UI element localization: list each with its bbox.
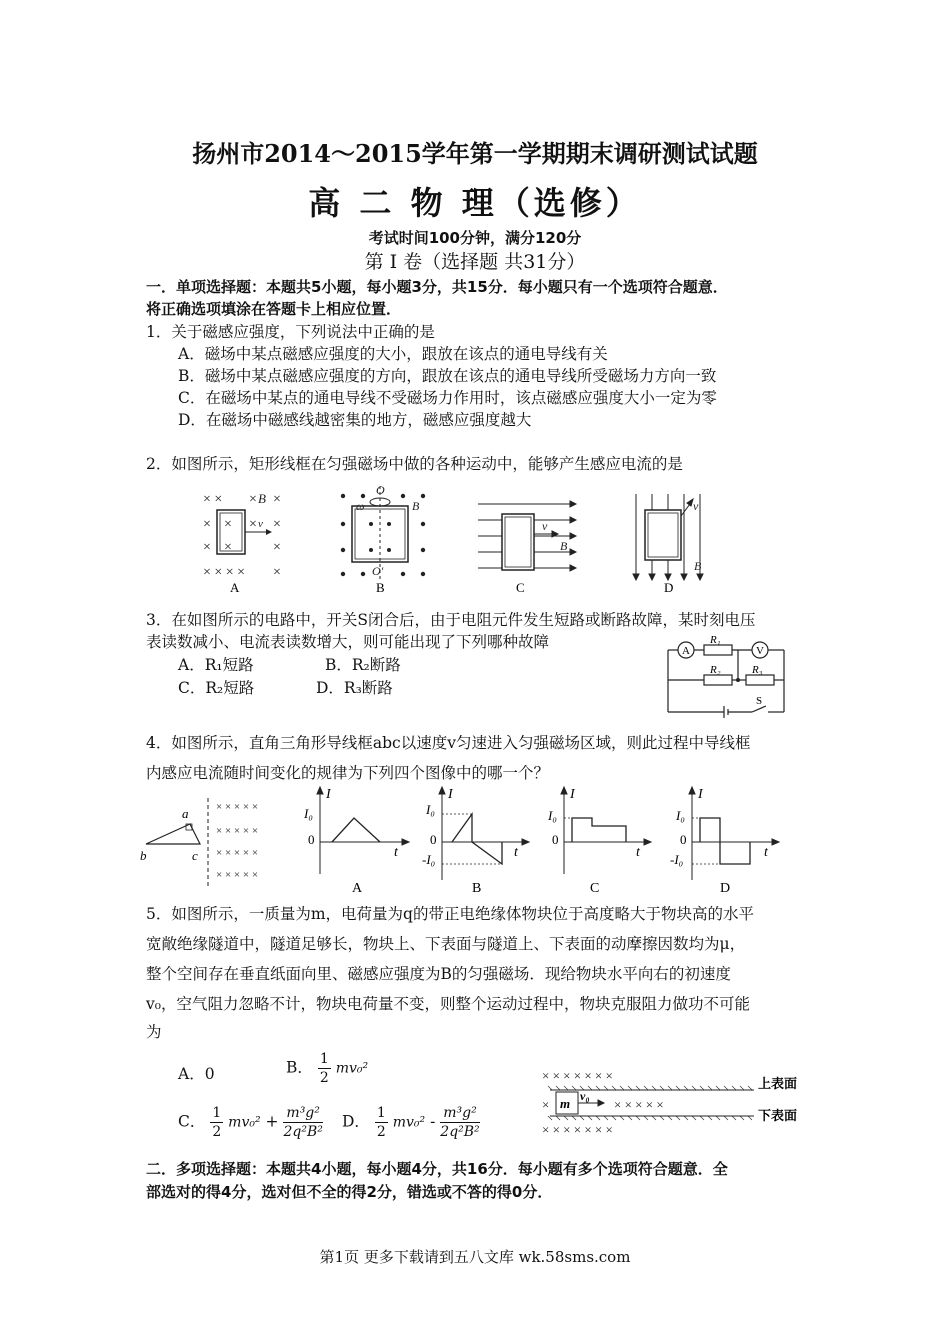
tri-a: a xyxy=(182,806,189,821)
svg-text:× ×: × × xyxy=(203,492,223,507)
q2-label-a: A xyxy=(230,580,240,595)
svg-text:O': O' xyxy=(372,564,384,578)
q5-option-a: A．0 xyxy=(178,1065,215,1083)
q1-stem: 1．关于磁感应强度，下列说法中正确的是 xyxy=(146,323,435,341)
q4-stem-line2: 内感应电流随时间变化的规律为下列四个图像中的哪一个？ xyxy=(146,764,550,782)
svg-text:× × × × ×: × × × × × xyxy=(216,869,259,881)
svg-text:ω: ω xyxy=(356,499,365,513)
svg-text:×: × xyxy=(224,517,232,532)
q4-label-c: C xyxy=(590,881,600,896)
graph-d-neg-i0: -I₀ xyxy=(670,852,684,867)
graph-b-zero: 0 xyxy=(430,832,437,847)
svg-text:×: × xyxy=(249,517,257,532)
q5-option-c: C． $\frac{1}{2}$ mv₀² + $\frac{\text{m³g²}}{\text{2q²B²}}$ xyxy=(178,1105,323,1140)
q4-label-d: D xyxy=(720,881,731,896)
svg-text:×: × xyxy=(203,517,211,532)
q2-label-c: C xyxy=(516,580,525,595)
q3-stem-line2: 表读数减小、电流表读数增大，则可能出现了下列哪种故障 xyxy=(146,633,550,651)
svg-text:×: × xyxy=(542,1097,550,1112)
r2-label: R₂ xyxy=(710,664,721,676)
q4-stem-line1: 4．如图所示，直角三角形导线框abc以速度v匀速进入匀强磁场区域，则此过程中导线框 xyxy=(146,734,751,752)
exam-title: 扬州市2014～2015学年第一学期期末调研测试试题 xyxy=(192,139,758,168)
q3-option-d: D．R₃断路 xyxy=(316,679,393,697)
exam-info: 考试时间100分钟，满分120分 xyxy=(368,229,582,247)
svg-text:×: × xyxy=(249,492,257,507)
q2-label-b: B xyxy=(376,580,385,595)
svg-text:× × × ×: × × × × xyxy=(203,565,246,580)
svg-text:O: O xyxy=(376,483,385,497)
q3-option-a: A．R₁短路 xyxy=(178,656,254,674)
svg-text:v: v xyxy=(693,499,699,513)
section1-instruction: 将正确选项填涂在答题卡上相应位置． xyxy=(146,300,402,318)
q1-option-b: B．磁场中某点磁感应强度的方向，跟放在该点的通电导线所受磁场力方向一致 xyxy=(178,367,717,385)
q3-option-c: C．R₂短路 xyxy=(178,679,255,697)
q4-graph-a xyxy=(317,787,409,874)
q5-stem-line3: 整个空间存在垂直纸面向里、磁感应强度为B的匀强磁场．现给物块水平向右的初速度 xyxy=(146,965,731,983)
q5-stem-line5: 为 xyxy=(146,1023,162,1041)
graph-c-i0: I₀ xyxy=(548,808,557,823)
q1-option-a: A．磁场中某点磁感应强度的大小，跟放在该点的通电导线有关 xyxy=(178,345,608,363)
section2-instruction: 部选对的得4分，选对但不全的得2分，错选或不答的得0分． xyxy=(146,1183,553,1201)
svg-text:×: × xyxy=(273,492,281,507)
subject-title: 高 二 物 理（选修） xyxy=(308,184,642,222)
q2-figure-d xyxy=(633,494,703,580)
svg-text:B: B xyxy=(560,539,568,553)
graph-b-i0: I₀ xyxy=(426,802,435,817)
svg-text:×: × xyxy=(273,565,281,580)
svg-text:× × × × × ×: × × × × × × × xyxy=(542,1068,613,1083)
q2-figure-c xyxy=(478,501,576,571)
svg-text:B: B xyxy=(412,499,420,513)
svg-text:B: B xyxy=(258,491,266,506)
graph-a-t: t xyxy=(394,845,398,860)
r1-label: R₁ xyxy=(710,634,721,646)
switch-label: S xyxy=(756,695,763,707)
q4-triangle-figure xyxy=(140,798,258,886)
q2-figures xyxy=(190,480,720,598)
graph-d-t: t xyxy=(764,845,768,860)
svg-text:v: v xyxy=(542,519,548,533)
upper-surface-label: 上表面 xyxy=(758,1076,798,1091)
r3-label: R₃ xyxy=(752,664,763,676)
q2-figure-a xyxy=(203,491,281,580)
q4-label-b: B xyxy=(472,881,482,896)
graph-a-i0: I₀ xyxy=(304,806,313,821)
svg-text:× × × × ×: × × × × × xyxy=(216,825,259,837)
q5-stem-line1: 5．如图所示，一质量为m，电荷量为q的带正电绝缘体物块位于高度略大于物块高的水平 xyxy=(146,905,754,923)
q3-stem-line1: 3．在如图所示的电路中，开关S闭合后，由于电阻元件发生短路或断路故障，某时刻电压 xyxy=(146,611,756,629)
svg-text:B: B xyxy=(694,559,702,573)
graph-b-t: t xyxy=(514,845,518,860)
graph-c-i: I xyxy=(570,787,575,802)
tri-c: c xyxy=(192,848,198,863)
svg-text:×: × xyxy=(224,540,232,555)
svg-text:×: × xyxy=(203,540,211,555)
voltmeter-label: V xyxy=(756,645,764,657)
svg-text:× × × × ×: × × × × × xyxy=(216,847,259,859)
q3-option-b: B．R₂断路 xyxy=(325,656,401,674)
svg-text:× × × × × ×: × × × × × × × xyxy=(542,1122,613,1137)
q5-tunnel-figure xyxy=(538,1066,804,1138)
lower-surface-label: 下表面 xyxy=(758,1108,798,1123)
q1-option-c: C．在磁场中某点的通电导线不受磁场力作用时，该点磁感应强度大小一定为零 xyxy=(178,389,717,407)
volume-heading: 第 I 卷（选择题 共31分） xyxy=(364,251,586,273)
graph-b-neg-i0: -I₀ xyxy=(422,852,436,867)
svg-text:v: v xyxy=(258,518,263,530)
tri-b: b xyxy=(140,848,147,863)
svg-text:×: × xyxy=(273,540,281,555)
q3-circuit xyxy=(662,634,802,718)
block-v0: v₀ xyxy=(580,1089,590,1103)
graph-d-i: I xyxy=(698,787,703,802)
section1-heading: 一．单项选择题：本题共5小题，每小题3分，共15分．每小题只有一个选项符合题意． xyxy=(146,278,728,296)
q5-option-d: D． $\frac{1}{2}$ mv₀² - $\frac{\text{m³g²}}{\text{2q²B²}}$ xyxy=(342,1105,480,1140)
graph-c-t: t xyxy=(636,845,640,860)
q2-label-d: D xyxy=(664,580,674,595)
graph-a-zero: 0 xyxy=(308,832,315,847)
q5-stem-line2: 宽敞绝缘隧道中，隧道足够长，物块上、下表面与隧道上、下表面的动摩擦因数均为μ， xyxy=(146,935,746,953)
page-footer: 第1页 更多下载请到五八文库 wk.58sms.com xyxy=(319,1248,631,1266)
graph-d-zero: 0 xyxy=(680,832,687,847)
svg-text:×: × xyxy=(273,517,281,532)
q5-stem-line4: v₀，空气阻力忽略不计，物块电荷量不变，则整个运动过程中，物块克服阻力做功不可能 xyxy=(146,995,750,1013)
q1-option-d: D．在磁场中磁感线越密集的地方，磁感应强度越大 xyxy=(178,411,532,429)
svg-text:× × × × ×: × × × × × xyxy=(216,801,259,813)
graph-c-zero: 0 xyxy=(552,832,559,847)
block-m: m xyxy=(560,1096,571,1111)
graph-a-i: I xyxy=(326,787,331,802)
q4-label-a: A xyxy=(352,881,363,896)
q2-figure-b xyxy=(341,483,425,582)
q5-option-b: B． $\frac{1}{2}$ mv₀² xyxy=(286,1051,369,1086)
graph-d-i0: I₀ xyxy=(676,808,685,823)
ammeter-label: A xyxy=(682,645,690,657)
section2-heading: 二．多项选择题：本题共4小题，每小题4分，共16分．每小题有多个选项符合题意．全 xyxy=(146,1160,728,1178)
q4-figures xyxy=(136,782,786,898)
svg-text:× × × × ×: × × × × × xyxy=(614,1097,664,1112)
q2-stem: 2．如图所示，矩形线框在匀强磁场中做的各种运动中，能够产生感应电流的是 xyxy=(146,455,683,473)
graph-b-i: I xyxy=(448,787,453,802)
